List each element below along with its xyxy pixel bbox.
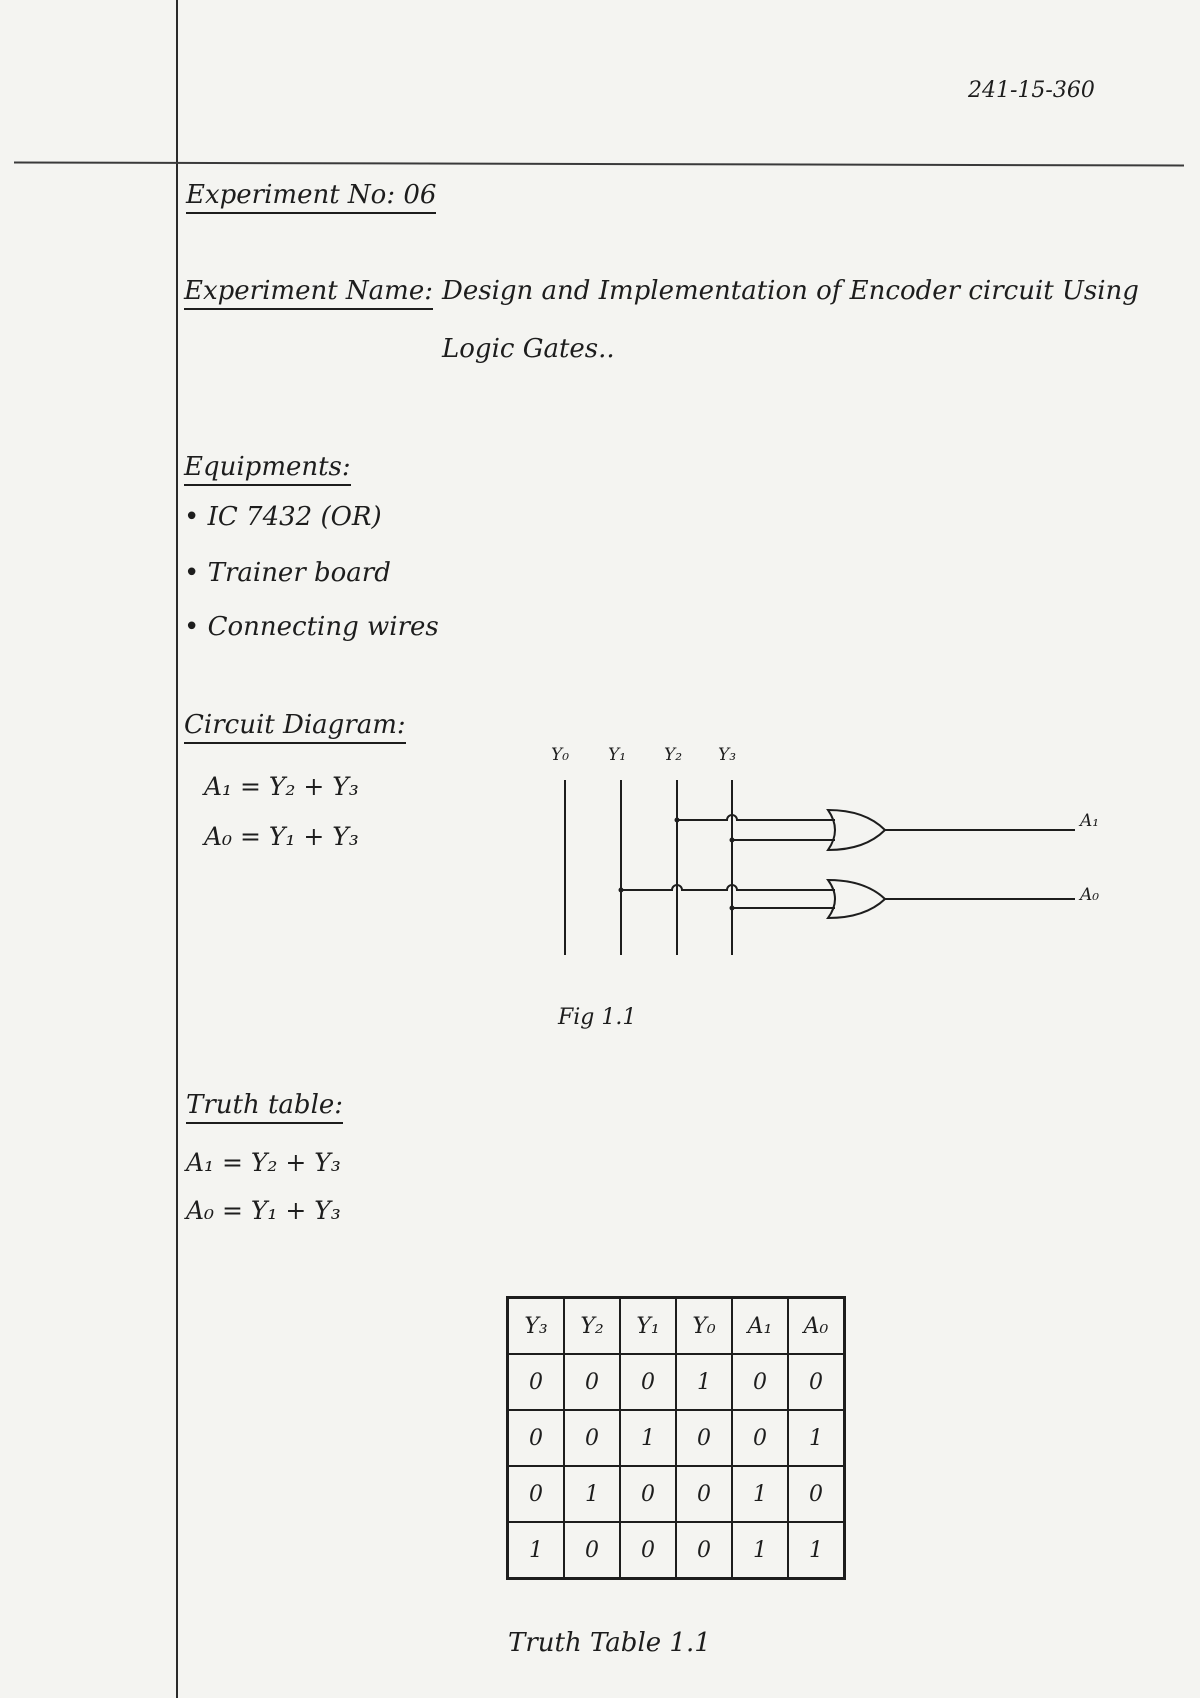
wire-y2-to-gate1 [677, 815, 835, 820]
roll-number: 241-15-360 [968, 78, 1095, 103]
input-label-y2: Y₂ [664, 745, 683, 765]
figure-caption: Fig 1.1 [558, 1005, 637, 1030]
table-cell: 0 [676, 1466, 732, 1522]
or-gate-a1 [828, 810, 885, 850]
table-cell: 1 [788, 1522, 845, 1579]
table-header-cell: A₁ [732, 1298, 788, 1355]
table-cell: 0 [564, 1354, 620, 1410]
table-header-row [508, 1298, 845, 1355]
table-cell: 0 [508, 1354, 565, 1410]
table-cell: 0 [564, 1522, 620, 1579]
encoder-circuit-diagram [540, 740, 1120, 970]
equipments-heading: Equipments: [184, 452, 351, 486]
truth-table-caption: Truth Table 1.1 [508, 1628, 711, 1658]
table-cell: 0 [508, 1410, 565, 1466]
truth-equation: A₁ = Y₂ + Y₃ [186, 1148, 341, 1177]
input-label-y0: Y₀ [551, 745, 570, 765]
equipment-item: • Connecting wires [184, 612, 439, 642]
input-label-y1: Y₁ [608, 745, 627, 765]
table-header-cell: Y₃ [508, 1298, 565, 1355]
truth-equation: A₀ = Y₁ + Y₃ [186, 1196, 341, 1225]
truth-table [506, 1296, 846, 1580]
margin-line-vertical [176, 0, 178, 1698]
table-row [508, 1354, 845, 1410]
table-cell: 1 [732, 1466, 788, 1522]
table-cell: 0 [788, 1354, 845, 1410]
junction-dot [619, 888, 624, 893]
circuit-equation: A₁ = Y₂ + Y₃ [204, 772, 359, 801]
experiment-name-label: Experiment Name: [184, 276, 433, 310]
or-gate-a0 [828, 880, 885, 918]
input-label-y3: Y₃ [718, 745, 737, 765]
table-cell: 1 [732, 1522, 788, 1579]
table-cell: 0 [676, 1522, 732, 1579]
junction-dot [730, 838, 735, 843]
experiment-name-line-2: Logic Gates.. [442, 334, 615, 364]
table-cell: 1 [620, 1410, 676, 1466]
table-row [508, 1466, 845, 1522]
table-header-cell: Y₀ [676, 1298, 732, 1355]
table-cell: 1 [676, 1354, 732, 1410]
junction-dot [730, 906, 735, 911]
table-cell: 0 [564, 1410, 620, 1466]
table-row [508, 1410, 845, 1466]
table-cell: 0 [620, 1522, 676, 1579]
truth-table-heading: Truth table: [186, 1090, 343, 1124]
table-cell: 1 [788, 1410, 845, 1466]
table-cell: 0 [732, 1410, 788, 1466]
table-cell: 1 [564, 1466, 620, 1522]
table-cell: 0 [620, 1466, 676, 1522]
table-cell: 1 [508, 1522, 565, 1579]
table-header-cell: Y₂ [564, 1298, 620, 1355]
circuit-equation: A₀ = Y₁ + Y₃ [204, 822, 359, 851]
experiment-name-line-1: Design and Implementation of Encoder circuit Using [442, 276, 1139, 306]
equipment-item: • Trainer board [184, 558, 391, 588]
equipment-item: • IC 7432 (OR) [184, 502, 382, 532]
output-label-a1: A₁ [1080, 811, 1100, 831]
output-label-a0: A₀ [1080, 885, 1100, 905]
table-header-cell: Y₁ [620, 1298, 676, 1355]
table-cell: 0 [732, 1354, 788, 1410]
table-cell: 0 [788, 1466, 845, 1522]
junction-dot [675, 818, 680, 823]
circuit-diagram-heading: Circuit Diagram: [184, 710, 406, 744]
table-row [508, 1522, 845, 1579]
table-cell: 0 [620, 1354, 676, 1410]
table-cell: 0 [508, 1466, 565, 1522]
experiment-number: Experiment No: 06 [186, 180, 436, 214]
margin-line-horizontal [14, 161, 1184, 166]
wire-y1-to-gate2 [621, 885, 835, 890]
table-header-cell: A₀ [788, 1298, 845, 1355]
table-cell: 0 [676, 1410, 732, 1466]
